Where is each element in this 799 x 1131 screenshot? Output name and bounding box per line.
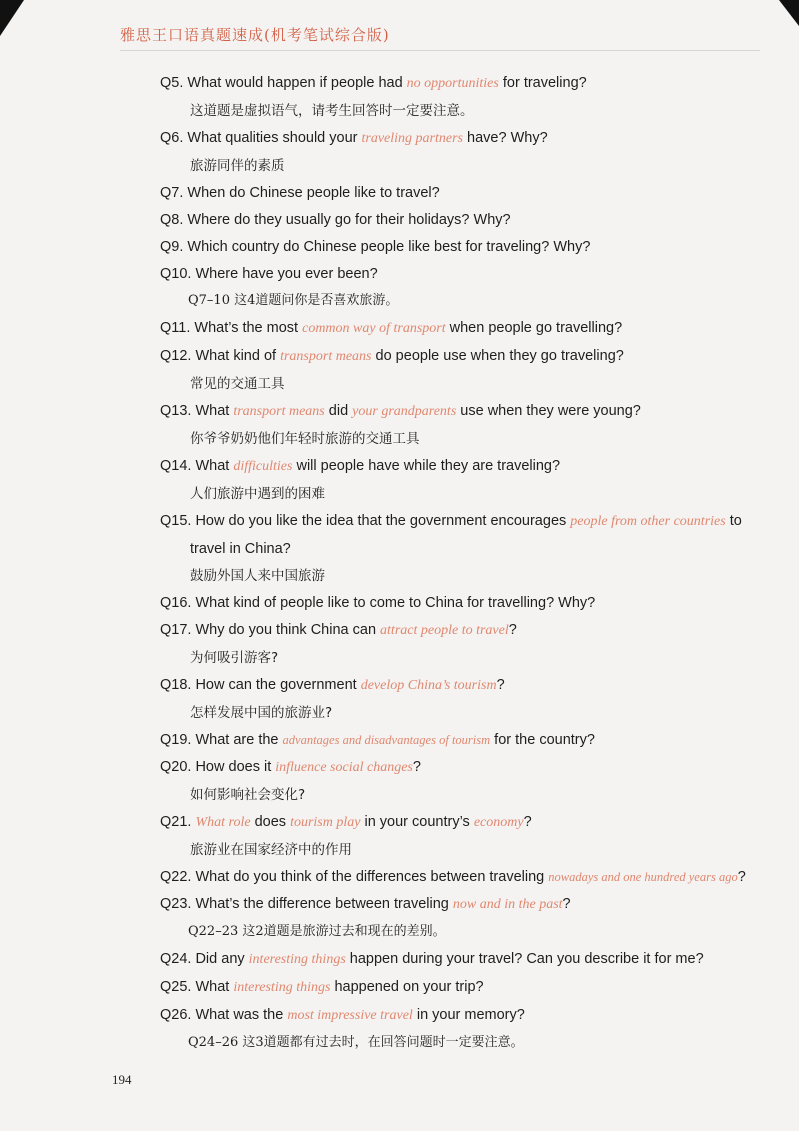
question-text: Q15. How do you like the idea that the government encourages xyxy=(160,513,571,529)
highlighted-phrase: develop China’s tourism xyxy=(360,678,497,693)
question-text: for traveling? xyxy=(498,75,587,91)
question-text: in your memory? xyxy=(412,1007,525,1023)
question-line xyxy=(160,74,770,93)
question-line xyxy=(160,1006,770,1025)
question-text: Q8. Where do they usually go for their holidays? Why? xyxy=(160,212,511,228)
question-text: Q13. What xyxy=(160,403,234,419)
question-text: Q22. What do you think of the differences between traveling xyxy=(160,869,549,885)
question-text: Q6. What qualities should your xyxy=(160,130,362,146)
question-text: Q19. What are the xyxy=(160,732,283,748)
question-line xyxy=(160,457,770,476)
question-line xyxy=(160,950,770,969)
chinese-note: 人们旅游中遇到的困难 xyxy=(190,486,325,502)
question-line xyxy=(160,676,770,695)
question-text: Q12. What kind of xyxy=(160,348,281,364)
highlighted-phrase: interesting things xyxy=(248,952,346,967)
question-line xyxy=(160,184,770,202)
question-line xyxy=(160,238,770,256)
question-text: Q17. Why do you think China can xyxy=(160,622,381,638)
question-text: did xyxy=(324,403,353,419)
running-header: 雅思王口语真题速成(机考笔试综合版) xyxy=(120,26,390,44)
question-line xyxy=(160,211,770,229)
chinese-note: 常见的交通工具 xyxy=(190,376,285,392)
highlighted-phrase: What role xyxy=(195,815,251,830)
highlighted-phrase: your grandparents xyxy=(352,404,457,419)
question-text: Q9. Which country do Chinese people like best for traveling? Why? xyxy=(160,239,591,255)
question-line xyxy=(160,347,770,366)
question-text: happen during your travel? Can you describe it for me? xyxy=(345,951,704,967)
highlighted-phrase: transport means xyxy=(233,404,325,419)
chinese-note: 鼓励外国人来中国旅游 xyxy=(190,568,325,584)
highlighted-phrase: people from other countries xyxy=(570,514,726,529)
header-rule xyxy=(120,50,760,51)
question-text: do people use when they go traveling? xyxy=(371,348,624,364)
question-text: for the country? xyxy=(490,732,595,748)
chinese-note: 你爷爷奶奶他们年轻时旅游的交通工具 xyxy=(190,431,420,447)
chinese-note: 怎样发展中国的旅游业? xyxy=(190,705,333,721)
question-text: Q23. What’s the difference between traveling xyxy=(160,896,453,912)
question-text: when people go travelling? xyxy=(445,320,623,336)
question-text: Q5. What would happen if people had xyxy=(160,75,407,91)
question-line xyxy=(160,978,770,997)
question-text: ? xyxy=(523,814,532,830)
question-line xyxy=(160,319,770,338)
chinese-note: 旅游业在国家经济中的作用 xyxy=(190,842,352,858)
chinese-note: 旅游同伴的素质 xyxy=(190,158,285,174)
question-text: Q25. What xyxy=(160,979,234,995)
question-text: to xyxy=(725,513,742,529)
page-number: 194 xyxy=(112,1072,132,1087)
page-corner-shadow xyxy=(779,0,799,26)
highlighted-phrase: transport means xyxy=(280,349,372,364)
question-text: ? xyxy=(496,677,505,693)
question-text: Q14. What xyxy=(160,458,234,474)
highlighted-phrase: advantages and disadvantages of tourism xyxy=(282,733,491,747)
highlighted-phrase: now and in the past xyxy=(452,897,563,912)
group-note: Q7–10 这4道题问你是否喜欢旅游。 xyxy=(188,293,399,308)
highlighted-phrase: common way of transport xyxy=(302,321,446,336)
group-note: Q24–26 这3道题都有过去时，在回答问题时一定要注意。 xyxy=(188,1035,524,1050)
question-text: Q18. How can the government xyxy=(160,677,361,693)
question-text: Q26. What was the xyxy=(160,1007,288,1023)
chinese-note: 如何影响社会变化? xyxy=(190,787,306,803)
question-text: happened on your trip? xyxy=(330,979,484,995)
highlighted-phrase: traveling partners xyxy=(361,131,463,146)
question-text: does xyxy=(250,814,291,830)
question-text: in your country’s xyxy=(360,814,474,830)
question-text: Q7. When do Chinese people like to travel? xyxy=(160,185,440,201)
question-text: Q24. Did any xyxy=(160,951,249,967)
question-line xyxy=(160,512,770,531)
question-text: use when they were young? xyxy=(456,403,641,419)
question-text: ? xyxy=(737,869,746,885)
question-text: have? Why? xyxy=(463,130,548,146)
highlighted-phrase: interesting things xyxy=(233,980,331,995)
question-line xyxy=(160,621,770,640)
question-text: ? xyxy=(412,759,421,775)
question-line xyxy=(160,265,770,283)
question-list xyxy=(160,74,770,1061)
chinese-note: 为何吸引游客? xyxy=(190,650,279,666)
question-line xyxy=(160,758,770,777)
highlighted-phrase: difficulties xyxy=(233,459,293,474)
question-line xyxy=(160,731,770,749)
highlighted-phrase: influence social changes xyxy=(275,760,413,775)
question-line xyxy=(160,594,770,612)
question-line xyxy=(160,813,770,832)
question-text: ? xyxy=(508,622,517,638)
question-line xyxy=(160,402,770,421)
question-text: Q16. What kind of people like to come to China for travelling? Why? xyxy=(160,595,596,611)
highlighted-phrase: no opportunities xyxy=(406,76,499,91)
question-line xyxy=(160,895,770,914)
question-text: ? xyxy=(562,896,571,912)
question-text: Q10. Where have you ever been? xyxy=(160,266,378,282)
question-continuation: travel in China? xyxy=(190,541,291,557)
highlighted-phrase: attract people to travel xyxy=(380,623,509,638)
question-text: Q21. xyxy=(160,814,196,830)
question-text: Q20. How does it xyxy=(160,759,276,775)
question-line xyxy=(160,868,770,886)
question-text: Q11. What’s the most xyxy=(160,320,303,336)
highlighted-phrase: economy xyxy=(473,815,524,830)
highlighted-phrase: tourism play xyxy=(290,815,361,830)
chinese-note: 这道题是虚拟语气，请考生回答时一定要注意。 xyxy=(190,103,474,119)
highlighted-phrase: nowadays and one hundred years ago xyxy=(548,870,738,884)
question-line xyxy=(160,129,770,148)
page-corner-shadow xyxy=(0,0,24,36)
question-text: will people have while they are traveling? xyxy=(292,458,561,474)
group-note: Q22–23 这2道题是旅游过去和现在的差别。 xyxy=(188,924,446,939)
highlighted-phrase: most impressive travel xyxy=(287,1008,413,1023)
